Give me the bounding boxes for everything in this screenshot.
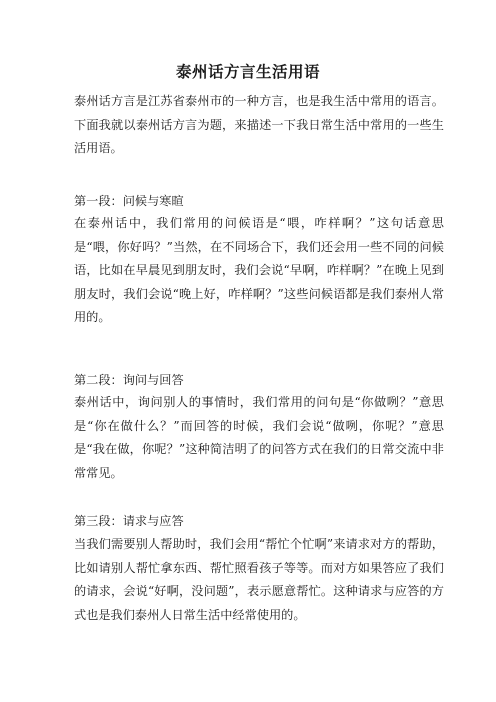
section-3-text: 当我们需要别人帮助时，我们会用“帮忙个忙啊”来请求对方的帮助，比如请别人帮忙拿东西、帮忙照看孩子等等。而对方如果答应了我们的请求，会说“好啊，没问题”，表示愿意帮忙。这种请求与应答的方式也是我们泰州人日常生活中经常使用的。 <box>74 537 444 622</box>
intro-text: 泰州话方言是江苏省泰州市的一种方言，也是我生活中常用的语言。下面我就以泰州话方言为题，来描述一下我日常生活中常用的一些生活用语。 <box>74 94 444 155</box>
section-2-heading: 第二段：询问与回答 <box>74 373 184 387</box>
section-1-text: 在泰州话中，我们常用的问候语是“喂，咋样啊？”这句话意思是“喂，你好吗？”当然，在不同场合下，我们还会用一些不同的问候语，比如在早晨见到朋友时，我们会说“早啊，咋样啊？”在晚上见到朋友时，我们会说“晚上好，咋样啊？”这些问候语都是我们泰州人常用的。 <box>74 216 444 324</box>
intro-paragraph <box>74 90 444 161</box>
document-title: 泰州话方言生活用语 <box>175 62 320 81</box>
section-1-body <box>74 212 444 330</box>
section-3-body <box>74 533 444 627</box>
section-2-body <box>74 391 444 485</box>
section-2-text: 泰州话中，询问别人的事情时，我们常用的问句是“你做咧？”意思是“你在做什么？”而回答的时候，我们会说“做咧，你呢？”意思是“我在做，你呢？”这种简洁明了的问答方式在我们的日常交流中非常常见。 <box>74 395 444 480</box>
section-3-heading: 第三段：请求与应答 <box>74 514 184 528</box>
section-1-heading: 第一段：问候与寒暄 <box>74 194 184 208</box>
